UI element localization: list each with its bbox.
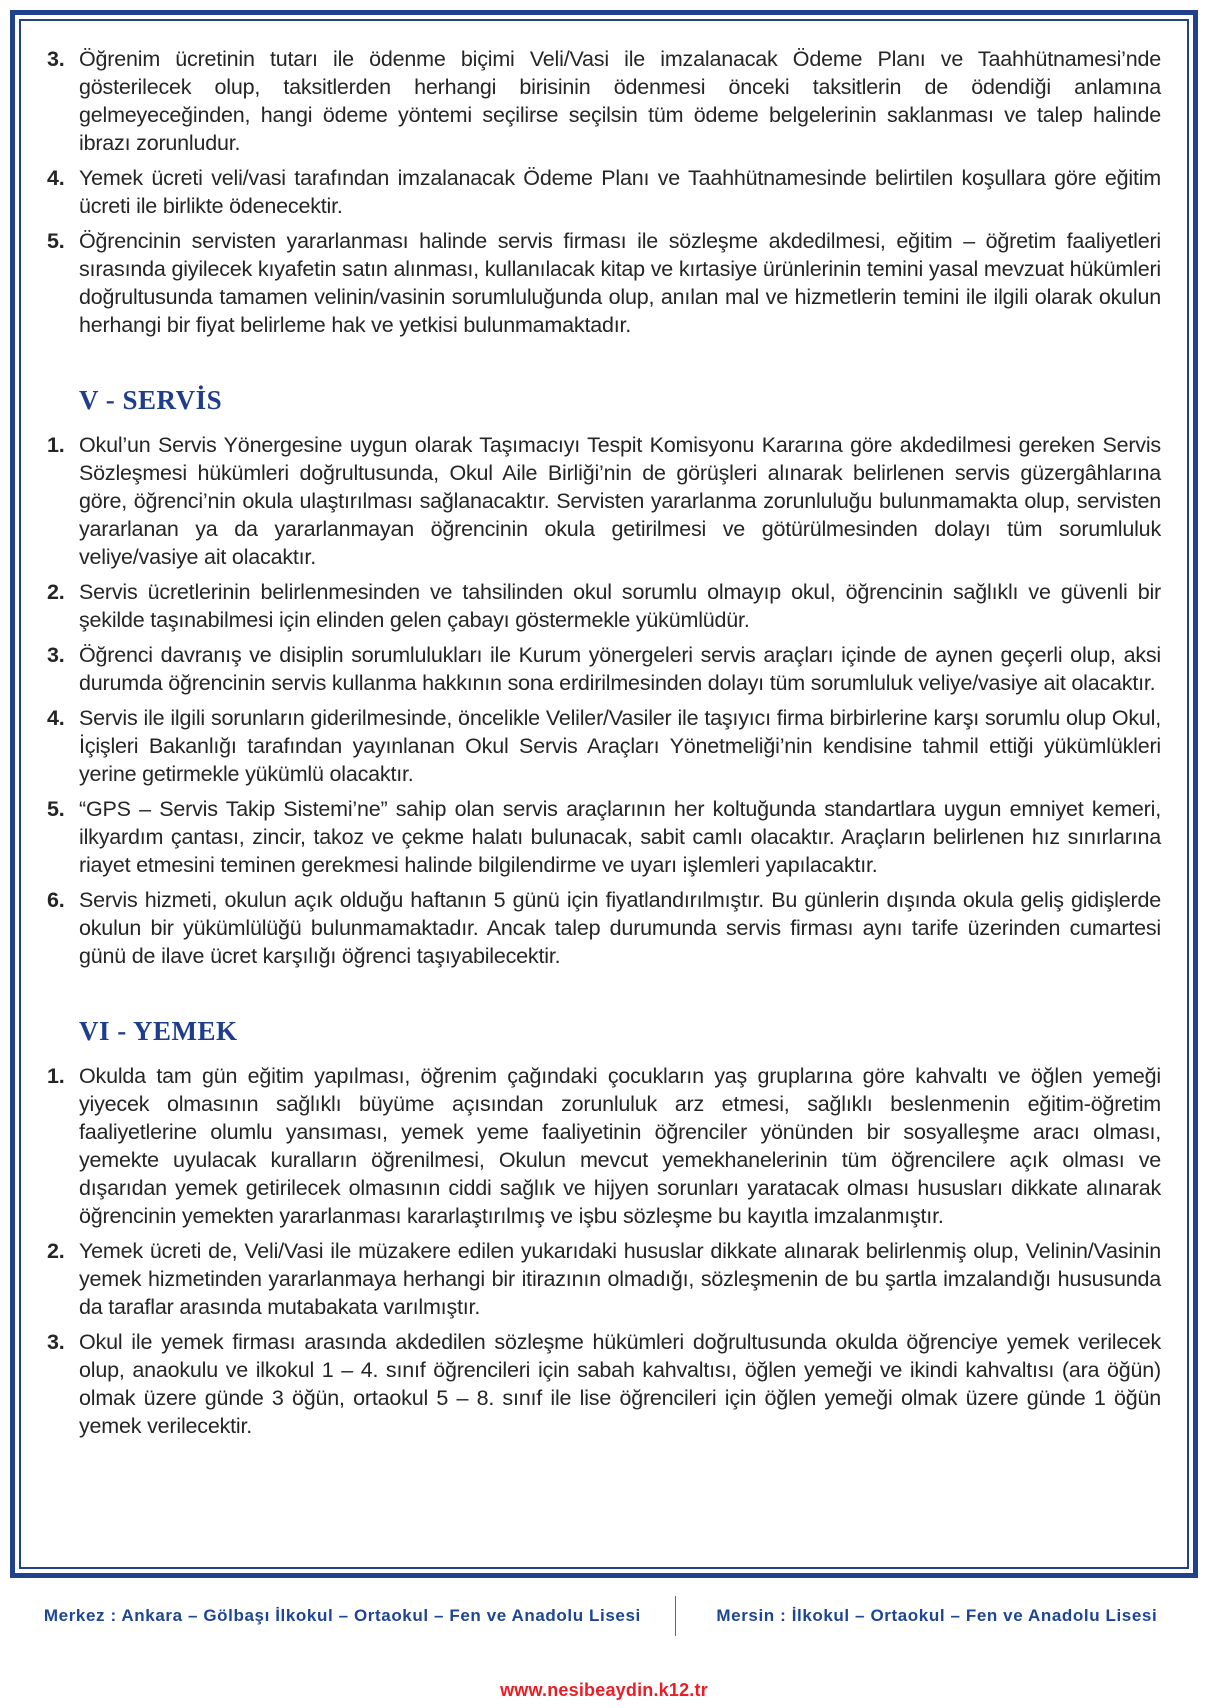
list-item bbox=[47, 45, 1161, 157]
section-heading-servis: V - SERVİS bbox=[79, 385, 223, 415]
item-number: 3. bbox=[47, 643, 65, 667]
item-text: Yemek ücreti veli/vasi tarafından imzalanacak Ödeme Planı ve Taahhütnamesinde belirtilen koşullara göre eğitim ücreti ile birlikte ödenecektir. bbox=[79, 166, 1161, 218]
item-number: 3. bbox=[47, 1330, 65, 1354]
list-item bbox=[47, 795, 1161, 879]
list-item bbox=[47, 578, 1161, 634]
document-border-frame bbox=[10, 10, 1198, 1578]
footer-campus-ankara: Merkez : Ankara – Gölbaşı İlkokul – Ortaokul – Fen ve Anadolu Lisesi bbox=[43, 1606, 641, 1625]
list-item bbox=[47, 704, 1161, 788]
item-number: 6. bbox=[47, 888, 65, 912]
item-text: Yemek ücreti de, Veli/Vasi ile müzakere edilen yukarıdaki hususlar dikkate alınarak belirlenmiş olup, Velinin/Vasinin yemek hizmetinden yararlanmaya herhangi bir itirazının olmadığı, sözleşmenin de bu şartla imzalandığı hususunda da taraflar arasında mutabakata varılmıştır. bbox=[79, 1239, 1161, 1319]
item-number: 1. bbox=[47, 433, 65, 457]
item-text: Servis hizmeti, okulun açık olduğu haftanın 5 günü için fiyatlandırılmıştır. Bu günlerin dışında okula geliş gidişlerde okulun bir yükümlülüğü bulunmamaktadır. Ancak talep durumunda servis firması aynı tarife üzerinden cumartesi günü de ilave ücret karşılığı öğrenci taşıyabilecektir. bbox=[79, 888, 1161, 968]
list-item bbox=[47, 164, 1161, 220]
list-item bbox=[47, 1237, 1161, 1321]
section-heading-yemek: VI - YEMEK bbox=[79, 1016, 238, 1046]
document-content bbox=[19, 19, 1189, 1569]
list-item bbox=[47, 1062, 1161, 1230]
item-text: Servis ile ilgili sorunların giderilmesinde, öncelikle Veliler/Vasiler ile taşıyıcı firma birbirlerine karşı sorumlu olup Okul, İçişleri Bakanlığı tarafından yayınlanan Okul Servis Araçları Yönetmeliği’nin kendisine tahmil ettiği yükümlükleri yerine getirmekle yükümlü olacaktır. bbox=[79, 706, 1161, 786]
item-text: Okul ile yemek firması arasında akdedilen sözleşme hükümleri doğrultusunda okulda öğrenciye yemek verilecek olup, anaokulu ve ilkokul 1 – 4. sınıf öğrencileri için sabah kahvaltısı, öğlen yemeği ve ikindi kahvaltısı (ara öğün) olmak üzere günde 3 öğün, ortaokul 5 – 8. sınıf ile lise öğrencileri için öğlen yemeği olmak üzere günde 1 öğün yemek verilecektir. bbox=[79, 1330, 1161, 1438]
item-number: 3. bbox=[47, 47, 65, 71]
list-item bbox=[47, 886, 1161, 970]
list-item bbox=[47, 431, 1161, 571]
list-item bbox=[47, 1328, 1161, 1440]
item-text: Öğrenim ücretinin tutarı ile ödenme biçimi Veli/Vasi ile imzalanacak Ödeme Planı ve Taahhütnamesi’nde gösterilecek olup, taksitlerden herhangi birisinin ödenmesi önceki taksitlerin de ödendiği anlamına gelmeyeceğinden, hangi ödeme yöntemi seçilirse seçilsin tüm ödeme belgelerinin saklanması ve talep halinde ibrazı zorunludur. bbox=[79, 47, 1161, 155]
item-number: 4. bbox=[47, 706, 65, 730]
item-text: Öğrencinin servisten yararlanması halinde servis firması ile sözleşme akdedilmesi, eğitim – öğretim faaliyetleri sırasında giyilecek kıyafetin satın alınması, kullanılacak kitap ve kırtasiye ürünlerinin temini yasal mevzuat hükümleri doğrultusunda tamamen velinin/vasinin sorumluluğunda olup, anılan mal ve hizmetlerin temini ile ilgili olarak okulun herhangi bir fiyat belirleme hak ve yetkisi bulunmamaktadır. bbox=[79, 229, 1161, 337]
list-item bbox=[47, 641, 1161, 697]
list-item bbox=[47, 227, 1161, 339]
item-text: Servis ücretlerinin belirlenmesinden ve tahsilinden okul sorumlu olmayıp okul, öğrencinin sağlıklı ve güvenli bir şekilde taşınabilmesi için elinden gelen çabayı göstermekle yükümlüdür. bbox=[79, 580, 1161, 632]
item-text: Okulda tam gün eğitim yapılması, öğrenim çağındaki çocukların yaş gruplarına göre kahvaltı ve öğlen yemeği yiyecek olmasının sağlıklı büyüme açısından zorunluluk arz etmesi, sağlıklı beslenmenin eğitim-öğretim faaliyetlerine olumlu yansıması, yemek yeme faaliyetinin öğrenciler yönünden bir sosyalleşme aracı olması, yemekte uyulacak kuralların öğrenilmesi, Okulun mevcut yemekhanelerinin tüm öğrencilere açık olması ve dışarıdan yemek getirilecek olmasının ciddi sağlık ve hijyen sorunları yaratacak olması hususları dikkate alınarak öğrencinin yemekten yararlanması kararlaştırılmış ve işbu sözleşme bu kayıtla imzalanmıştır. bbox=[79, 1064, 1161, 1228]
item-text: Okul’un Servis Yönergesine uygun olarak Taşımacıyı Tespit Komisyonu Kararına göre akdedilmesi gereken Servis Sözleşmesi hükümleri doğrultusunda, Okul Aile Birliği’nin de görüşleri alınarak belirlenen servis güzergâhlarına göre, öğrenci’nin okula ulaştırılması sağlanacaktır. Servisten yararlanma zorunluluğu bulunmamakta olup, servisten yararlanan ya da yararlanmayan öğrencinin okula getirilmesi ve götürülmesinden dolayı tüm sorumluluk veliye/vasiye ait olacaktır. bbox=[79, 433, 1161, 569]
item-text: “GPS – Servis Takip Sistemi’ne” sahip olan servis araçlarının her koltuğunda standartlara uygun emniyet kemeri, ilkyardım çantası, zincir, takoz ve çekme halatı bulunacak, sabit camlı olacaktır. Araçların belirlenen hız sınırlarına riayet etmesini teminen gerekmesi halinde bilgilendirme ve uyarı işlemleri yapılacaktır. bbox=[79, 797, 1161, 877]
item-text: Öğrenci davranış ve disiplin sorumlulukları ile Kurum yönergeleri servis araçları içinde de aynen geçerli olup, aksi durumda öğrencinin servis kullanma hakkının sona erdirilmesinden dolayı tüm sorumluluk veliye/vasiye ait olacaktır. bbox=[79, 643, 1161, 695]
item-number: 4. bbox=[47, 166, 65, 190]
item-number: 2. bbox=[47, 1239, 65, 1263]
website-url: www.nesibeaydin.k12.tr bbox=[500, 1680, 708, 1700]
footer-campus-mersin: Mersin : İlkokul – Ortaokul – Fen ve Anadolu Lisesi bbox=[716, 1606, 1158, 1625]
item-number: 5. bbox=[47, 797, 65, 821]
footer bbox=[10, 1596, 1198, 1636]
item-number: 2. bbox=[47, 580, 65, 604]
item-number: 1. bbox=[47, 1064, 65, 1088]
item-number: 5. bbox=[47, 229, 65, 253]
